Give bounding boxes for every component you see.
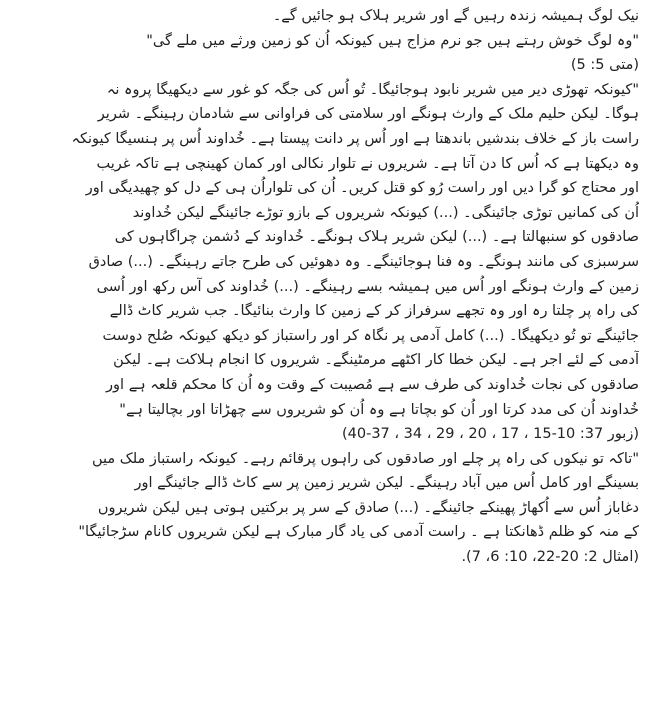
text-line: دغاباز اُس سے اُکھاڑ پھینکے جائینگے۔ (...) صادق کے سر پر برکتیں ہوتی ہیں لیکن شریروں: [97, 499, 639, 516]
text-line: کے منہ کو ظلم ڈھانکتا ہے ۔ راست آدمی کی یاد گار مبارک ہے لیکن شریروں کانام سڑجائیگا": [78, 524, 639, 541]
intro-paragraph: [10, 4, 639, 78]
text-line: آدمی کے لئے اجر ہے۔ لیکن خطا کار اکٹھے مرمٹینگے۔ شریروں کا انجام ہلاکت ہے۔ لیکن: [113, 352, 639, 369]
text-line: کی راہ پر چلتا رہ اور وہ تجھے سرفراز کر کے زمین کا وارث بنائیگا۔ جب شریر کاٹ ڈالے: [109, 303, 639, 320]
text-line: بسینگے اور کامل اُس میں آباد رہینگے۔ لیکن شریر زمین پر سے کاٹ ڈالے جائینگے اور: [134, 475, 639, 492]
text-line: "تاکہ تو نیکوں کی راہ پر چلے اور صادقوں کی راہوں پرقائم رہے۔ کیونکہ راستباز ملک میں: [91, 450, 639, 467]
text-line: نیک لوگ ہمیشہ زندہ رہیں گے اور شریر ہلاک ہو جائیں گے۔: [272, 8, 639, 24]
text-line: اُن کی کمانیں توڑی جائینگی۔ (...) کیونکہ شریروں کے بازو توڑے جائینگے لیکن خُداوند: [132, 204, 639, 221]
scripture-reference: (متی 5: 5): [570, 57, 639, 74]
psalm-quote-paragraph: [10, 78, 639, 447]
text-line: راست باز کے خلاف بندشیں باندھتا ہے اور اُس پر دانت پیستا ہے۔ خُداوند اُس پر ہنسیگا کیونکہ: [71, 130, 639, 147]
text-line: صادقوں کو سنبھالتا ہے۔ (...) لیکن شریر ہلاک ہونگے۔ خُداوند کے دُشمن چراگاہوں کی: [114, 229, 639, 246]
text-line: وہ دیکھتا ہے کہ اُس کا دن آتا ہے۔ شریروں نے تلوار نکالی اور کمان کھینچی ہے تاکہ غریب: [96, 155, 639, 172]
text-line: "وہ لوگ خوش رہتے ہیں جو نرم مزاج ہیں کیونکہ اُن کو زمین ورثے میں ملے گی": [146, 32, 639, 49]
text-line: صادقوں کی نجات خُداوند کی طرف سے ہے مُصیبت کے وقت وہ اُن کا محکم قلعہ ہے اور: [106, 376, 639, 393]
proverbs-quote-paragraph: [10, 447, 639, 570]
text-line: زمین کے وارث ہونگے اور اُس میں ہمیشہ بسے رہینگے۔ (...) خُداوند کی آس رکھ اور اُسی: [96, 278, 639, 295]
text-line: خُداوند اُن کی مدد کرتا اور اُن کو بچاتا ہے وہ اُن کو شریروں سے چھڑاتا اور بچالیتا ہے": [119, 401, 639, 418]
text-line: اور محتاج کو گرا دیں اور راست رُو کو قتل کریں۔ اُن کی تلواراُن ہی کے دل کو چھیدیگی اور: [85, 180, 639, 197]
text-line: جائینگے تو تُو دیکھیگا۔ (...) کامل آدمی پر نگاہ کر اور راستباز کو دیکھ کیونکہ صُلح دوست: [102, 327, 639, 344]
text-line: "کیونکہ تھوڑی دیر میں شریر نابود ہوجائیگا۔ تُو اُس کی جگہ کو غور سے دیکھیگا پروہ نہ: [106, 81, 639, 98]
scripture-reference: (زبور 37: 10-15 ، 17 ، 20 ، 29 ، 34 ، 37-40): [341, 426, 639, 443]
scripture-reference: (امثال 2: 20-22، 10: 6، 7).: [461, 549, 639, 566]
text-line: ہوگا۔ لیکن حلیم ملک کے وارث ہونگے اور سلامتی کی فراوانی سے شادمان رہینگے۔ شریر: [97, 106, 639, 123]
text-line: سرسبزی کی مانند ہونگے۔ وہ فنا ہوجائینگے۔ وہ دھوئیں کی طرح جاتے رہینگے۔ (...) صادق: [88, 253, 639, 270]
